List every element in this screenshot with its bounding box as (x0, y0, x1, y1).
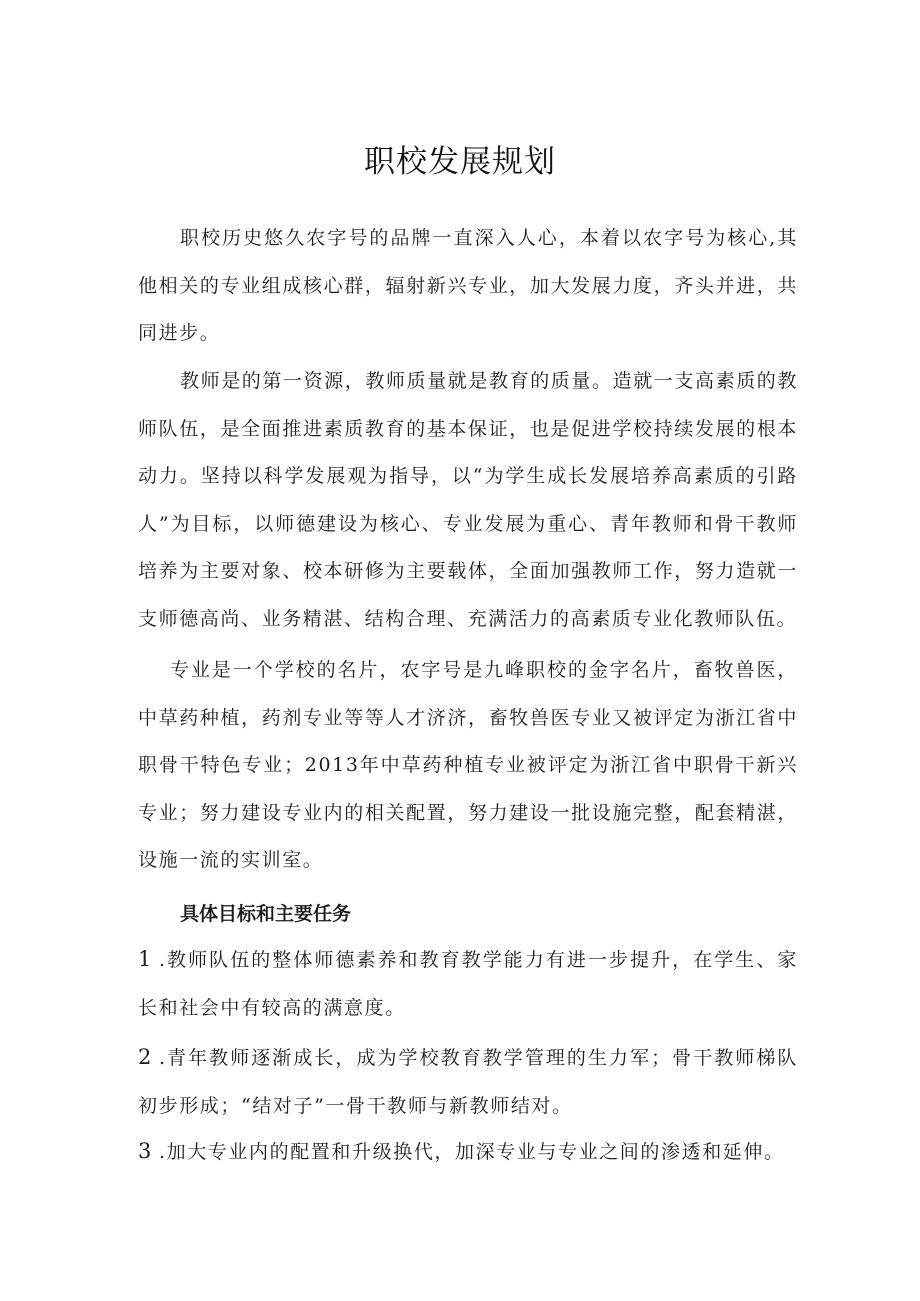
goal-number: 2 (138, 1045, 153, 1069)
goal-text: .加大专业内的配置和升级换代，加深专业与专业之间的渗透和延伸。 (158, 1141, 785, 1163)
paragraph-text: 教师是的第一资源，教师质量就是教育的质量。造就一支高素质的教师队伍，是全面推进素质教育的基本保证，也是促进学校持续发展的根本动力。坚持以科学发展观为指导，以“为学生成长发展培养高素质的引路人”为目标，以师德建设为核心、专业发展为重心、青年教师和骨干教师培养为主要对象、校本研修为主要载体，全面加强教师工作，努力造就一支师德高尚、业务精湛、结构合理、充满活力的高素质专业化教师队伍。 (138, 370, 799, 630)
paragraph-text: 职校历史悠久农字号的品牌一直深入人心，本着以农字号为核心,其他相关的专业组成核心群，辐射新兴专业，加大发展力度，齐头并进，共同进步。 (138, 227, 798, 344)
goal-text: .青年教师逐渐成长，成为学校教育教学管理的生力军；骨干教师梯队初步形成；“结对子”一骨干教师与新教师结对。 (138, 1047, 798, 1117)
paragraph-history (138, 215, 798, 358)
goal-item-1 (138, 936, 798, 1032)
goal-number: 1 (138, 947, 153, 971)
paragraph-teachers (138, 358, 798, 643)
paragraph-text: 专业是一个学校的名片，农字号是九峰职校的金字名片，畜牧兽医，中草药种植，药剂专业等等人才济济，畜牧兽医专业又被评定为浙江省中职骨干特色专业；2013年中草药种植专业被评定为浙江省中职骨干新兴专业；努力建设专业内的相关配置，努力建设一批设施完整，配套精湛，设施一流的实训室。 (138, 659, 798, 871)
paragraph-majors (138, 647, 798, 885)
goal-item-3 (138, 1128, 798, 1177)
goal-item-2 (138, 1034, 798, 1130)
goal-number: 3 (138, 1139, 153, 1163)
section-heading: 具体目标和主要任务 (180, 903, 352, 925)
document-title: 职校发展规划 (364, 144, 556, 180)
goal-text: .教师队伍的整体师德素养和教育教学能力有进一步提升，在学生、家长和社会中有较高的满意度。 (138, 949, 798, 1019)
